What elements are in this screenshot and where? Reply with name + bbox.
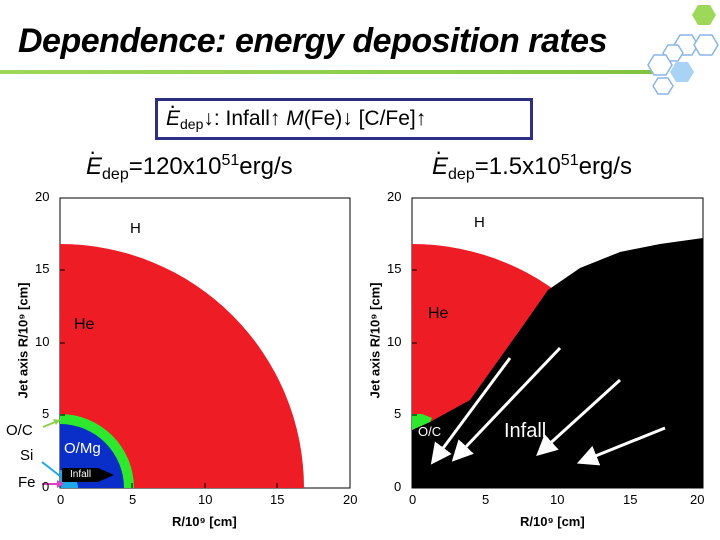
edot-subscript: dep	[180, 116, 204, 132]
heading-subscript: dep	[102, 166, 129, 183]
label-fe-side: Fe	[18, 474, 36, 491]
edot-symbol: · E	[86, 153, 102, 181]
heading-exponent: 51	[221, 152, 240, 169]
right-ylabel: Jet axis R/10⁹ [cm]	[367, 282, 383, 399]
summary-box	[155, 98, 533, 140]
label-oc-side: O/C	[6, 422, 33, 439]
ytick: 15	[387, 261, 402, 276]
xtick: 10	[550, 492, 565, 507]
heading-equation: =120x10	[128, 153, 222, 180]
xtick: 20	[343, 492, 358, 507]
label-infall-left: Infall	[70, 469, 92, 480]
ytick: 20	[387, 189, 402, 204]
xtick: 5	[129, 492, 137, 507]
ytick: 5	[394, 406, 402, 421]
ytick: 5	[42, 406, 50, 421]
mass-symbol: M	[286, 107, 304, 130]
label-h-left: H	[130, 220, 141, 237]
label-omg: O/Mg	[64, 440, 101, 457]
down-arrow: ↓	[203, 107, 214, 130]
edot-symbol: · E	[432, 153, 448, 181]
edot-symbol: · E	[166, 107, 180, 131]
xtick: 0	[57, 492, 65, 507]
heading-exponent: 51	[560, 152, 579, 169]
ytick: 10	[387, 334, 402, 349]
label-h-right: H	[474, 214, 485, 231]
xtick: 15	[270, 492, 285, 507]
label-infall-right: Infall	[504, 420, 547, 442]
ytick: 10	[35, 334, 50, 349]
left-panel-heading	[86, 153, 293, 181]
summary-text-1: : Infall↑	[213, 107, 287, 130]
xtick: 5	[482, 492, 490, 507]
xtick: 10	[198, 492, 213, 507]
right-simulation-plot	[0, 185, 720, 540]
xtick: 0	[409, 492, 417, 507]
title-rule	[0, 70, 660, 74]
left-ylabel: Jet axis R/10⁹ [cm]	[15, 282, 31, 399]
heading-subscript: dep	[448, 166, 475, 183]
ytick: 0	[394, 479, 402, 494]
label-si-side: Si	[20, 447, 34, 464]
label-he-left: He	[74, 316, 95, 333]
xtick: 20	[690, 492, 705, 507]
label-oc-right: O/C	[418, 424, 442, 439]
left-xlabel: R/10⁹ [cm]	[172, 514, 237, 529]
hexagon-decoration	[640, 0, 720, 100]
right-panel-heading	[432, 153, 632, 181]
ytick: 20	[35, 189, 50, 204]
slide-title: Dependence: energy deposition rates	[18, 22, 607, 60]
right-xlabel: R/10⁹ [cm]	[520, 514, 585, 529]
xtick: 15	[623, 492, 638, 507]
label-he-right: He	[428, 305, 449, 322]
heading-equation: =1.5x10	[474, 153, 561, 180]
heading-unit: erg/s	[239, 153, 293, 180]
summary-text-2: (Fe)↓ [C/Fe]↑	[303, 107, 427, 130]
heading-unit: erg/s	[578, 153, 632, 180]
ytick: 15	[35, 261, 50, 276]
ytick: 0	[42, 479, 50, 494]
